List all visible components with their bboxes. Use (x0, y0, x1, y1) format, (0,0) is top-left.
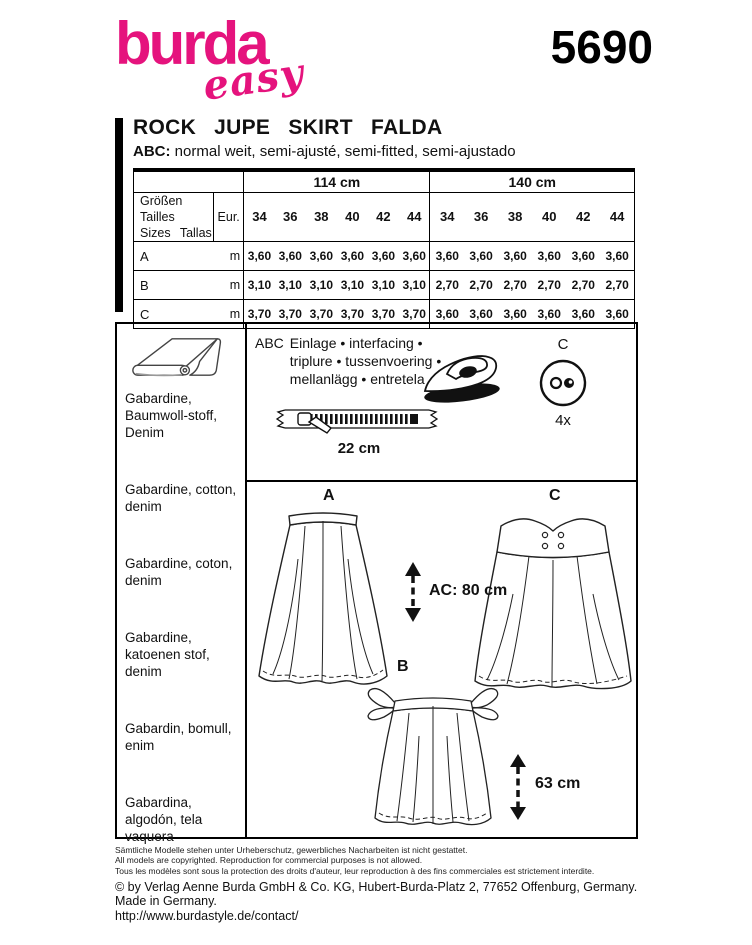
length-arrow-ac-icon (403, 562, 423, 622)
yardage-cell: 2,70 (600, 271, 634, 300)
sizes-label-line2: Sizes Tallas (140, 226, 212, 240)
width-group-114: 114 cm (244, 170, 430, 192)
yardage-cell: 3,10 (275, 271, 306, 300)
size-column-header: 42 (368, 192, 399, 242)
fabric-table-row (134, 242, 635, 271)
interfacing-views-label: ABC (255, 335, 284, 351)
technical-drawings (247, 482, 636, 837)
yardage-cell: 2,70 (430, 271, 464, 300)
yardage-cell: 3,60 (430, 300, 464, 329)
fit-text: normal weit, semi-ajusté, semi-fitted, semi-ajustado (174, 143, 516, 160)
logo-easy-text: easy (200, 49, 307, 110)
main-box (115, 322, 638, 844)
yardage-cell: 2,70 (566, 271, 600, 300)
length-arrow-b-icon (509, 754, 527, 820)
button-notions (531, 336, 595, 429)
yardage-cell: 3,10 (337, 271, 368, 300)
size-header-row (134, 192, 635, 242)
size-column-header: 44 (600, 192, 634, 242)
yardage-cell: 3,10 (306, 271, 337, 300)
copyright-note-de: Sämtliche Modelle stehen unter Urheberschutz, gewerbliches Nacharbeiten ist nicht gestattet. (115, 845, 468, 855)
sizes-label-line1: Größen Tailles (140, 193, 183, 224)
size-column-header: 40 (532, 192, 566, 242)
yardage-cell: 3,60 (244, 242, 275, 271)
size-column-header: 34 (244, 192, 275, 242)
view-c-label: C (549, 487, 561, 504)
garment-title: ROCK JUPE SKIRT FALDA (133, 116, 443, 139)
copyright-note-en: All models are copyrighted. Reproduction for commercial purposes is not allowed. (115, 855, 423, 866)
zipper-icon (269, 398, 445, 438)
yardage-cell: 3,60 (430, 242, 464, 271)
yardage-cell: 3,60 (600, 300, 634, 329)
fabric-list (125, 390, 241, 845)
pattern-number: 5690 (550, 21, 653, 73)
yardage-cell: 3,10 (368, 271, 399, 300)
contact-url: http://www.burdastyle.de/contact/ (115, 909, 299, 924)
title-accent-bar (115, 118, 123, 312)
yardage-cell: 3,60 (532, 242, 566, 271)
fabric-suggestion: Gabardine, Baumwoll-stoff, Denim (125, 391, 218, 440)
size-column-header: 38 (306, 192, 337, 242)
view-a-label: A (323, 487, 335, 504)
yardage-cell: 3,70 (306, 300, 337, 329)
yardage-cell: 2,70 (464, 271, 498, 300)
yardage-cell: 3,60 (600, 242, 634, 271)
width-group-140: 140 cm (430, 170, 635, 192)
sizes-header-label (134, 192, 214, 242)
fabric-suggestion: Gabardine, katoenen stof, denim (125, 630, 210, 679)
length-b: 63 cm (535, 775, 581, 792)
right-column (247, 324, 636, 837)
view-label-cell: B (134, 271, 214, 300)
yardage-cell: 3,70 (368, 300, 399, 329)
fabric-bolt-icon (125, 330, 241, 388)
fabric-suggestion: Gabardine, coton, denim (125, 556, 233, 588)
fabric-requirements-table (133, 168, 635, 329)
view-label-cell: C (134, 300, 214, 329)
fabric-suggestion: Gabardina, algodón, tela vaquera (125, 795, 203, 844)
size-column-header: 44 (399, 192, 430, 242)
length-ac: AC: 80 cm (429, 582, 508, 599)
view-label-cell: A (134, 242, 214, 271)
fabric-width-header-row (134, 170, 635, 192)
skirt-a-drawing (253, 504, 393, 689)
copyright-note-fr: Tous les modèles sont sous la protection des droits d'auteur, leur reproduction à des fins commerciales est strictement interdite. (115, 865, 595, 876)
yardage-cell: 3,60 (464, 300, 498, 329)
yardage-cell: 3,60 (275, 242, 306, 271)
yardage-cell: 3,70 (337, 300, 368, 329)
yardage-cell: 3,60 (399, 242, 430, 271)
logo-burda-text: burda (115, 10, 267, 77)
yardage-cell: 2,70 (498, 271, 532, 300)
size-column-header: 42 (566, 192, 600, 242)
header (115, 10, 653, 114)
corner-cell (134, 170, 244, 192)
skirt-b-drawing (357, 676, 509, 831)
yardage-cell: 3,60 (306, 242, 337, 271)
button-count: 4x (555, 412, 571, 429)
yardage-cell: 3,70 (399, 300, 430, 329)
fit-description (133, 143, 638, 160)
yardage-cell: 3,60 (498, 300, 532, 329)
fabric-table-row (134, 271, 635, 300)
zipper-length: 22 cm (337, 440, 381, 457)
interfacing-text: Einlage • interfacing • triplure • tussenvoering • mellanlägg • entretela (289, 335, 442, 388)
unit-cell: m (214, 271, 244, 300)
yardage-cell: 3,10 (399, 271, 430, 300)
yardage-cell: 3,60 (566, 242, 600, 271)
yardage-cell: 3,60 (368, 242, 399, 271)
eur-label: Eur. (214, 192, 244, 242)
footer (115, 845, 643, 923)
fabric-table-body (134, 242, 635, 329)
yardage-cell: 3,60 (566, 300, 600, 329)
unit-cell: m (214, 242, 244, 271)
fabric-suggestion: Gabardine, cotton, denim (125, 482, 237, 514)
yardage-cell: 3,60 (337, 242, 368, 271)
fabric-column (117, 324, 247, 844)
yardage-cell: 3,60 (532, 300, 566, 329)
size-column-header: 38 (498, 192, 532, 242)
size-column-header: 40 (337, 192, 368, 242)
publisher-line: © by Verlag Aenne Burda GmbH & Co. KG, Hubert-Burda-Platz 2, 77652 Offenburg, Germany. Made in Germany. (115, 880, 638, 909)
yardage-cell: 3,70 (244, 300, 275, 329)
fabric-suggestion: Gabardin, bomull, enim (125, 721, 232, 753)
yardage-cell: 3,70 (275, 300, 306, 329)
notions-panel (247, 324, 636, 482)
yardage-cell: 3,60 (498, 242, 532, 271)
button-icon (537, 357, 589, 409)
yardage-cell: 2,70 (532, 271, 566, 300)
size-column-header: 36 (464, 192, 498, 242)
title-block (133, 116, 638, 160)
zipper-notions (269, 398, 449, 457)
size-column-header: 34 (430, 192, 464, 242)
yardage-cell: 3,60 (464, 242, 498, 271)
button-view-label: C (557, 336, 569, 353)
view-b-label: B (397, 658, 409, 675)
size-column-header: 36 (275, 192, 306, 242)
fit-views-label: ABC: (133, 143, 171, 160)
yardage-cell: 3,10 (244, 271, 275, 300)
burda-easy-logo (115, 10, 325, 114)
unit-cell: m (214, 300, 244, 329)
